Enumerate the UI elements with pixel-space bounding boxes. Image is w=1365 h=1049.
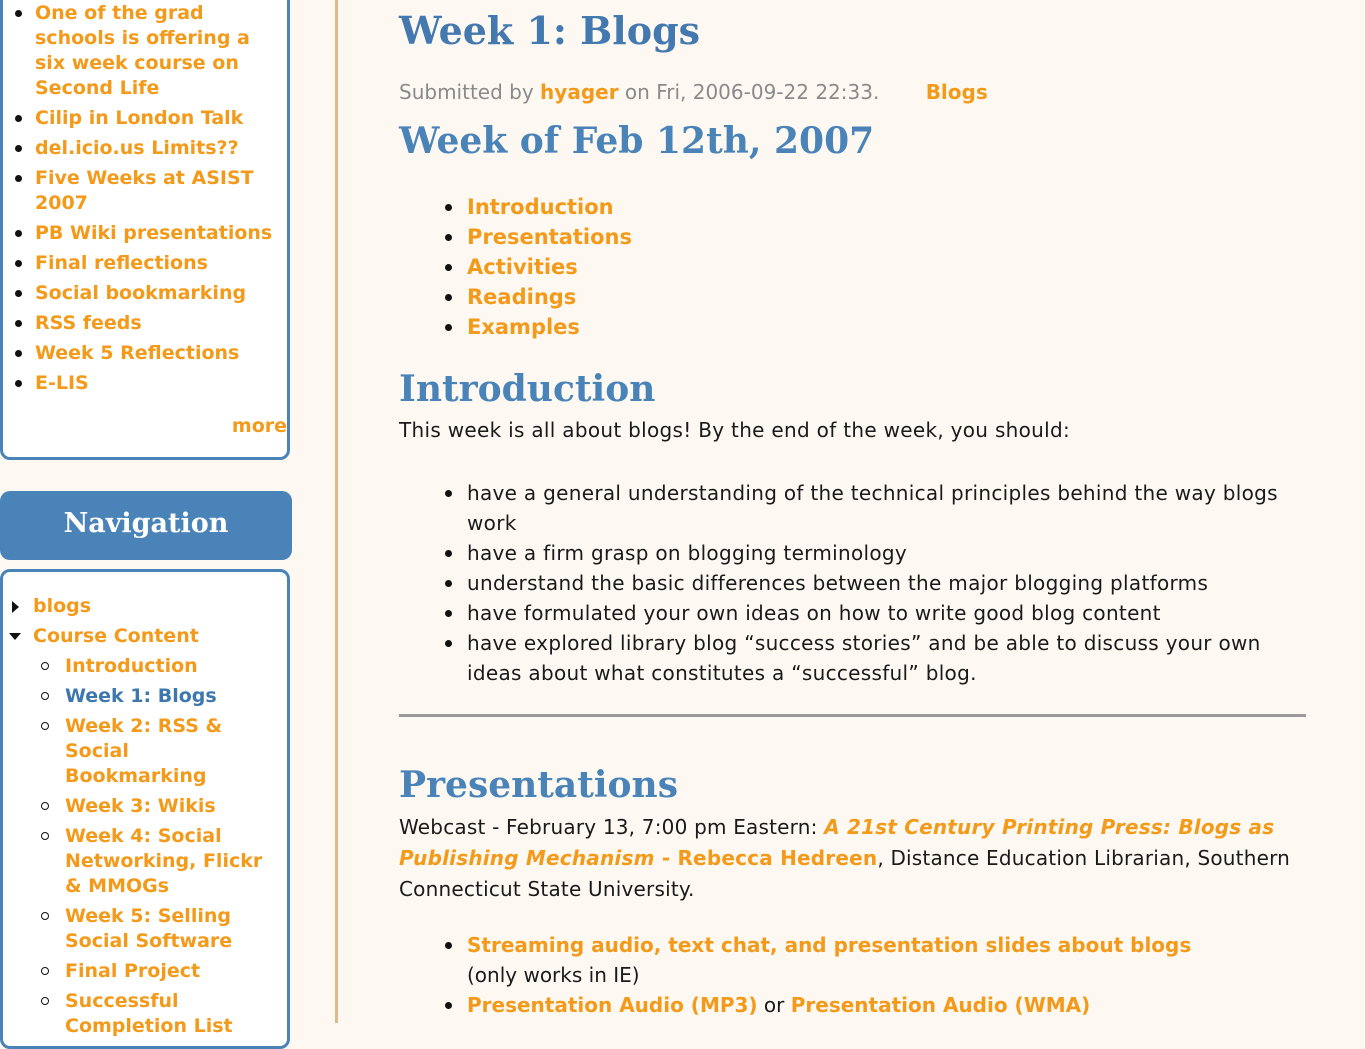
introduction-text: This week is all about blogs! By the end of the week, you should: [399,418,1071,442]
week-heading: Week of Feb 12th, 2007 [399,120,875,162]
recent-post-item[interactable]: Cilip in London Talk [11,106,286,131]
toc-item[interactable]: Examples [443,312,632,342]
navigation-block [0,569,290,1049]
recent-post-item[interactable]: Five Weeks at ASIST 2007 [11,166,286,216]
expand-arrow-icon[interactable] [12,601,19,613]
objective-item: have a firm grasp on blogging terminology [443,538,1313,568]
presenter-suffix: , Distance Education Librarian, Southern Connecticut State University. [399,846,1291,901]
section-divider [399,714,1306,717]
recent-post-item[interactable]: One of the grad schools is offering a six week course on Second Life [11,1,286,101]
author-link[interactable]: hyager [540,80,619,104]
table-of-contents [443,192,632,342]
collapse-arrow-icon[interactable] [9,633,21,640]
nav-sub-week-4[interactable]: Week 4: Social Networking, Flickr & MMOGs [3,824,265,899]
recent-post-item[interactable]: Social bookmarking [11,281,286,306]
webcast-separator: - [654,846,678,870]
submitted-prefix: Submitted by [399,80,534,104]
presentations-heading: Presentations [399,764,678,806]
navigation-header: Navigation [0,491,292,560]
submitted-info [399,80,988,104]
webcast-title-link[interactable]: A 21st Century Printing Press: Blogs as Publishing Mechanism [399,815,1275,870]
objective-item: have a general understanding of the technical principles behind the way blogs work [443,478,1313,538]
nav-sub-week-3[interactable]: Week 3: Wikis [3,794,265,819]
audio-or-text: or [757,993,791,1017]
page-title: Week 1: Blogs [399,8,701,53]
nav-sub-week-5[interactable]: Week 5: Selling Social Software [3,904,265,954]
sidebar [0,0,300,1037]
toc-item[interactable]: Readings [443,282,632,312]
submitted-date: on Fri, 2006-09-22 22:33. [624,80,880,104]
more-link[interactable]: more [231,415,287,437]
objectives-list [443,478,1313,688]
recent-post-item[interactable]: Week 5 Reflections [11,341,286,366]
objective-item: have formulated your own ideas on how to write good blog content [443,598,1313,628]
webcast-prefix: Webcast - February 13, 7:00 pm Eastern: [399,815,825,839]
streaming-note: (only works in IE) [467,963,640,987]
recent-post-item[interactable]: Final reflections [11,251,286,276]
webcast-paragraph [399,812,1299,905]
recent-post-item[interactable]: RSS feeds [11,311,286,336]
recent-posts-block [0,0,290,460]
navigation-tree [3,594,288,1044]
streaming-link[interactable]: Streaming audio, text chat, and presentation slides about blogs [467,933,1192,957]
presentation-item [443,990,1313,1020]
recent-post-item[interactable]: E-LIS [11,371,286,396]
toc-item[interactable]: Introduction [443,192,632,222]
recent-post-item[interactable]: del.icio.us Limits?? [11,136,286,161]
nav-item-blogs[interactable]: blogs [3,594,288,619]
recent-post-item[interactable]: PB Wiki presentations [11,221,286,246]
nav-sub-completion-list[interactable]: Successful Completion List [3,989,265,1039]
introduction-heading: Introduction [399,368,656,410]
recent-posts-list [11,1,286,401]
objective-item: have explored library blog “success stories” and be able to discuss your own ideas about what constitutes a “successful” blog. [443,628,1313,688]
presentation-item [443,930,1313,990]
audio-mp3-link[interactable]: Presentation Audio (MP3) [467,993,758,1017]
tag-link[interactable]: Blogs [925,80,988,104]
audio-wma-link[interactable]: Presentation Audio (WMA) [790,993,1091,1017]
presenter-link[interactable]: Rebecca Hedreen [677,846,878,870]
column-divider [335,0,338,1023]
nav-item-course-content[interactable]: Course Content [3,624,288,649]
nav-sub-final-project[interactable]: Final Project [3,959,265,984]
nav-sub-introduction[interactable]: Introduction [3,654,265,679]
objective-item: understand the basic differences between the major blogging platforms [443,568,1313,598]
nav-sub-week-2[interactable]: Week 2: RSS & Social Bookmarking [3,714,265,789]
toc-item[interactable]: Presentations [443,222,632,252]
presentation-links-list [443,930,1313,1020]
toc-item[interactable]: Activities [443,252,632,282]
nav-sub-week-1-blogs[interactable]: Week 1: Blogs [3,684,265,709]
